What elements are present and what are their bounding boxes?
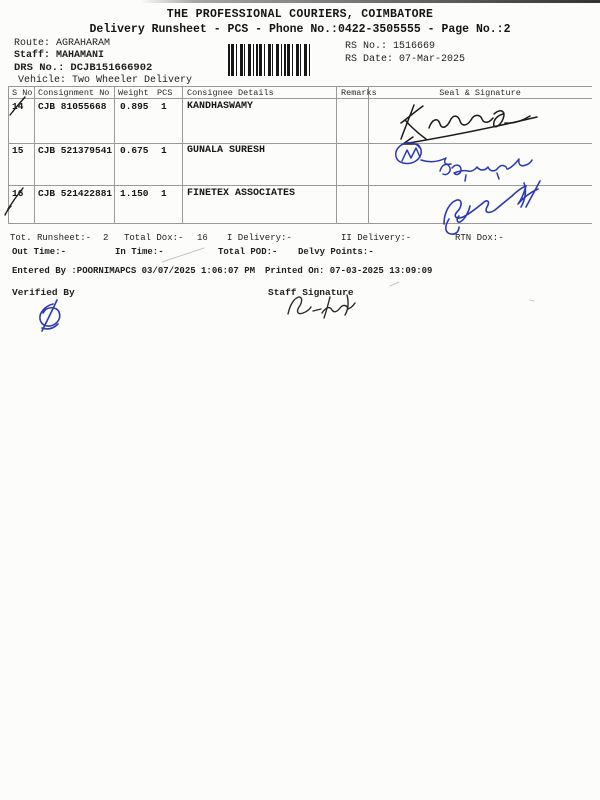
- ii-delivery-label: II Delivery:-: [341, 233, 412, 243]
- cell-consignee: FINETEX ASSOCIATES: [187, 188, 296, 199]
- cell-consignment-no: CJB 81055668: [38, 101, 107, 112]
- scan-artifact-top-edge: [140, 0, 600, 3]
- vehicle-label: Vehicle:: [18, 75, 67, 86]
- cell-s-no: 14: [12, 101, 24, 112]
- cell-weight: 0.675: [120, 145, 149, 156]
- cell-weight: 1.150: [120, 188, 149, 199]
- column-separator: [34, 86, 35, 223]
- total-dox-label: Total Dox:-: [124, 233, 184, 243]
- rs-no-value: 1516669: [393, 41, 436, 52]
- table-header-separator: [8, 98, 592, 99]
- cell-pcs: 1: [161, 145, 167, 156]
- verified-by-signature: [40, 300, 60, 331]
- cell-consignment-no: CJB 521422881: [38, 188, 113, 199]
- staff-label: Staff:: [14, 50, 51, 61]
- tot-runsheet-label: Tot. Runsheet:-: [10, 233, 92, 243]
- staff-line: [14, 50, 104, 61]
- entered-by-line: Entered By :POORNIMAPCS 03/07/2025 1:06:07 PM: [12, 266, 256, 276]
- in-time-label: In Time:-: [115, 247, 164, 257]
- printed-on-line: Printed On: 07-03-2025 13:09:09: [265, 266, 433, 276]
- total-dox-value: 16: [197, 233, 208, 243]
- barcode-image: [228, 44, 312, 76]
- total-pod-label: Total POD:-: [218, 247, 278, 257]
- staff-signature: [288, 295, 355, 318]
- cell-s-no: 15: [12, 145, 24, 156]
- cell-consignee: KANDHASWAMY: [187, 101, 254, 112]
- rs-no-line: [345, 41, 435, 52]
- vehicle-value: Two Wheeler Delivery: [72, 75, 193, 86]
- header-consignment-no: Consignment No: [38, 88, 110, 98]
- cell-consignee: GUNALA SURESH: [187, 145, 266, 156]
- route-value: AGRAHARAM: [56, 38, 111, 49]
- i-delivery-label: I Delivery:-: [227, 233, 292, 243]
- cell-consignment-no: CJB 521379541: [38, 145, 113, 156]
- table-border-top: [8, 86, 592, 87]
- header-pcs: PCS: [157, 88, 173, 98]
- cell-s-no: 16: [12, 188, 24, 199]
- row-separator: [8, 185, 592, 186]
- cell-pcs: 1: [161, 101, 167, 112]
- out-time-label: Out Time:-: [12, 247, 67, 257]
- drs-no-line: [14, 62, 152, 74]
- header-weight: Weight: [118, 88, 149, 98]
- rs-date-label: RS Date:: [345, 54, 394, 65]
- company-title: THE PROFESSIONAL COURIERS, COIMBATORE: [166, 8, 434, 21]
- vehicle-line: [18, 75, 192, 86]
- route-label: Route:: [14, 38, 51, 49]
- header-s-no: S No: [12, 88, 33, 98]
- rs-date-line: [345, 54, 465, 65]
- rs-no-label: RS No.:: [345, 41, 388, 52]
- header-seal-signature: Seal & Signature: [439, 88, 521, 98]
- column-separator: [336, 86, 337, 223]
- drs-no-label: DRS No.:: [14, 62, 65, 74]
- consignment-table: [8, 86, 592, 223]
- cell-pcs: 1: [161, 188, 167, 199]
- staff-value: MAHAMANI: [56, 50, 105, 61]
- rtn-dox-label: RTN Dox:-: [455, 233, 504, 243]
- table-border-bottom: [8, 223, 592, 224]
- header-remarks: Remarks: [341, 88, 377, 98]
- runsheet-subtitle: Delivery Runsheet - PCS - Phone No.:0422-3505555 - Page No.:2: [89, 23, 511, 36]
- delvy-points-label: Delvy Points:-: [298, 247, 374, 257]
- header-consignee-details: Consignee Details: [187, 88, 274, 98]
- row-separator: [8, 143, 592, 144]
- column-separator: [8, 86, 9, 223]
- column-separator: [182, 86, 183, 223]
- rs-date-value: 07-Mar-2025: [399, 54, 466, 65]
- verified-by-label: Verified By: [12, 287, 75, 298]
- staff-signature-label: Staff Signature: [268, 287, 354, 298]
- drs-no-value: DCJB151666902: [70, 62, 153, 74]
- route-line: [14, 38, 110, 49]
- cell-weight: 0.895: [120, 101, 149, 112]
- tot-runsheet-value: 2: [103, 233, 109, 243]
- column-separator: [368, 86, 369, 223]
- column-separator: [114, 86, 115, 223]
